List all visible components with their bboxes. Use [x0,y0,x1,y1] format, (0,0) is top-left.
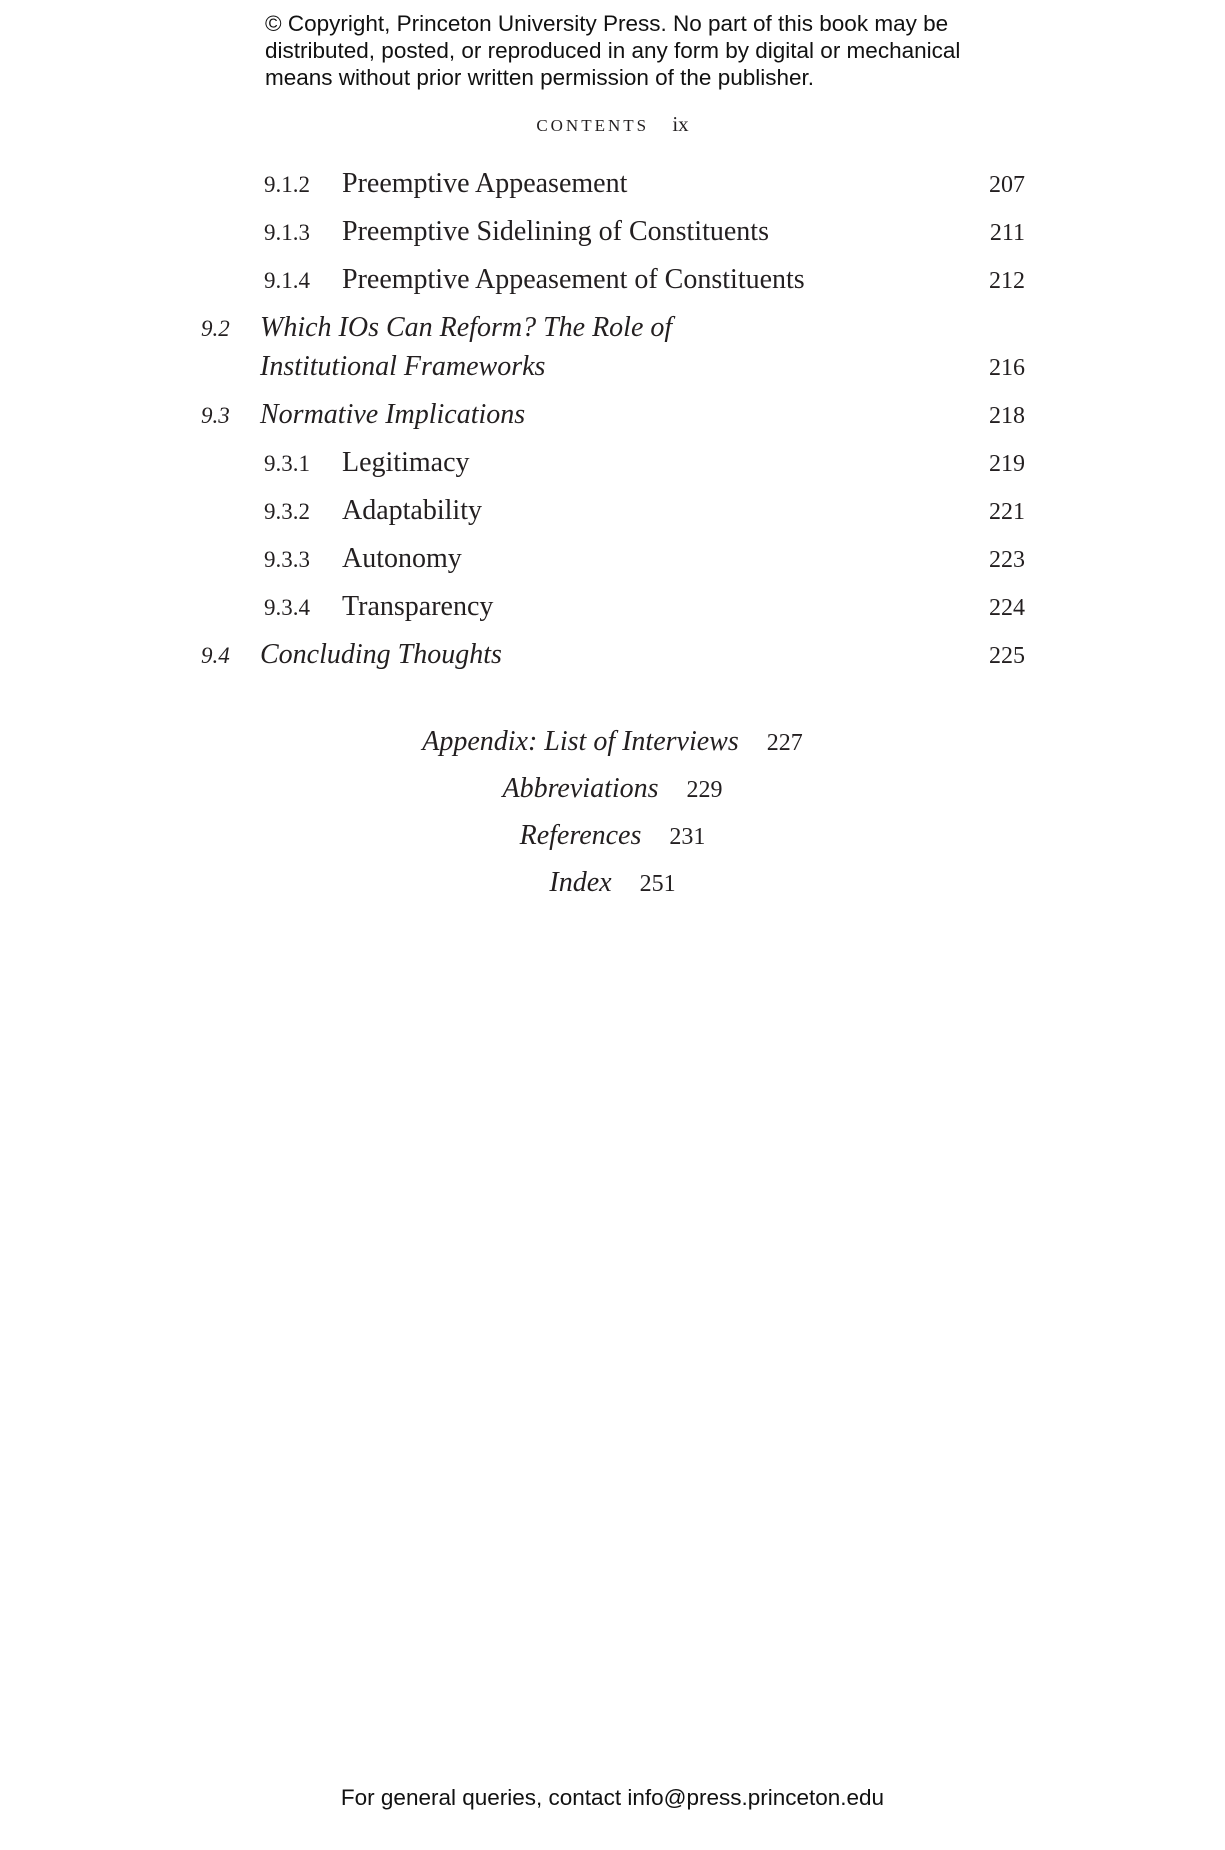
back-matter-entry [0,726,1225,758]
toc-entry-title: Legitimacy [342,447,470,478]
back-matter-page: 229 [686,777,723,803]
footer-contact: For general queries, contact info@press.princeton.edu [340,1785,885,1810]
copyright-line-1: © Copyright, Princeton University Press. No part of this book may be [265,11,949,36]
toc-entry-title: Concluding Thoughts [260,639,502,670]
toc-entry-number: 9.3 [201,403,230,428]
toc-entry [0,495,1225,535]
toc-entry-title-line-1: Which IOs Can Reform? The Role of [260,312,673,343]
back-matter-title: Abbreviations [502,773,659,804]
toc-entry [0,168,1225,208]
toc-entry-number: 9.2 [201,316,230,341]
toc-entry-page: 211 [989,220,1025,246]
toc-entry-page: 219 [989,451,1025,477]
toc-entry-title: Preemptive Appeasement of Constituents [342,264,805,295]
back-matter-entry [0,820,1225,852]
toc-entry-page: 225 [989,643,1025,669]
toc-entry [0,639,1225,679]
toc-entry-number: 9.1.2 [264,172,310,197]
toc-entry-number: 9.4 [201,643,230,668]
toc-entry-title-line-2: Institutional Frameworks [260,351,546,382]
copyright-line-2: distributed, posted, or reproduced in any form by digital or mechanical [265,38,961,63]
running-head-page-number: ix [672,112,689,136]
toc-entry [0,447,1225,487]
toc-entry-number: 9.1.4 [264,268,310,293]
back-matter-page: 227 [766,730,803,756]
toc-entry-number: 9.3.2 [264,499,310,524]
toc-entry-title: Transparency [342,591,494,622]
back-matter-title: Appendix: List of Interviews [422,726,739,757]
toc-entry-number: 9.3.4 [264,595,310,620]
back-matter-entry [0,773,1225,805]
toc-entry-title: Preemptive Sidelining of Constituents [342,216,769,247]
toc-entry-page: 223 [989,547,1025,573]
toc-entry-title: Adaptability [342,495,482,526]
copyright-line-3: means without prior written permission of the publisher. [265,65,815,90]
toc-entry [0,312,1225,392]
back-matter-title: References [519,820,642,851]
toc-entry [0,591,1225,631]
toc-entry-number: 9.3.3 [264,547,310,572]
toc-entry [0,216,1225,256]
toc-entry-page: 221 [989,499,1025,525]
toc-entry-page: 224 [989,595,1025,621]
toc-entry-page: 207 [989,172,1025,198]
toc-entry [0,399,1225,439]
back-matter-page: 231 [669,824,706,850]
back-matter-entry [0,867,1225,899]
toc-entry [0,264,1225,304]
toc-entry-number: 9.1.3 [264,220,310,245]
toc-entry-number: 9.3.1 [264,451,310,476]
toc-entry-page: 218 [989,403,1025,429]
toc-entry-title: Preemptive Appeasement [342,168,628,199]
back-matter-title: Index [549,867,612,898]
toc-entry-page: 212 [989,268,1025,294]
toc-entry-page: 216 [989,355,1025,381]
toc-entry-title: Autonomy [342,543,462,574]
toc-entry [0,543,1225,583]
running-head-label: CONTENTS [536,116,650,135]
toc-entry-title: Normative Implications [260,399,526,430]
back-matter-page: 251 [639,871,676,897]
